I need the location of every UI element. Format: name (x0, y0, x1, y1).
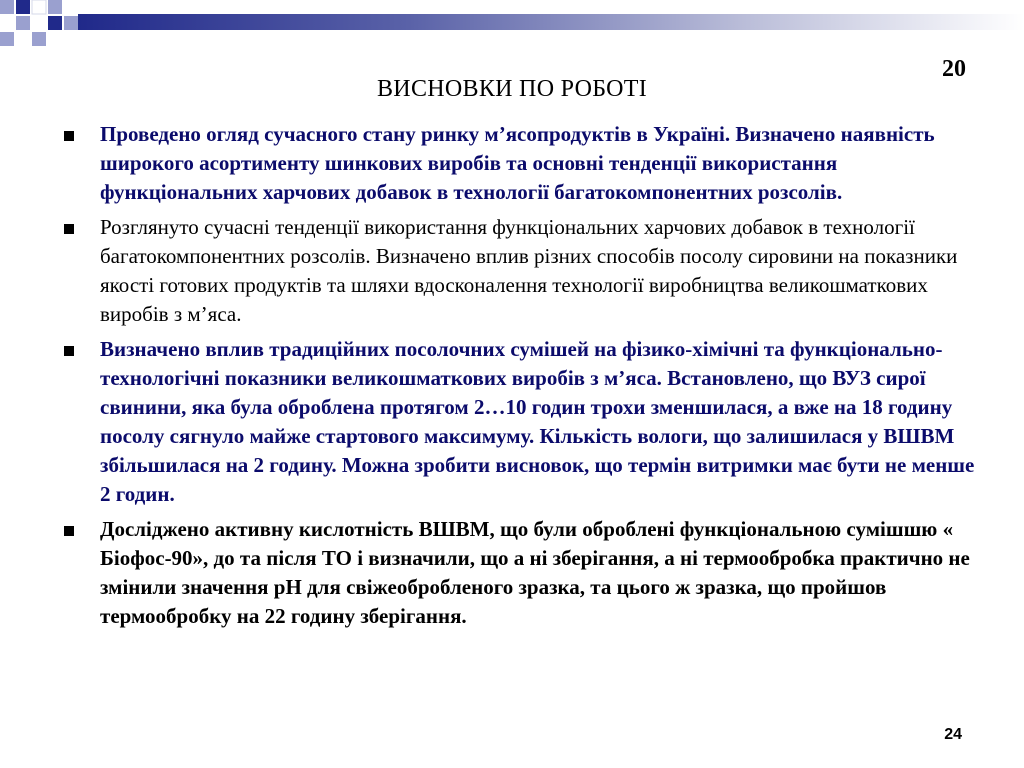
bullet-text: Розглянуто сучасні тенденції використання функціональних харчових добавок в технології багатокомпонентних розсолів. Визначено вплив різних способів посолу сировини на показники якості готових продуктів та шляхи вдосконалення технології виробництва великошматкових виробів з м’яса. (100, 215, 958, 326)
bullet-text: Досліджено активну кислотність ВШВМ, що були оброблені функціональною сумішшю « Біофос-90», до та після ТО і визначили, що а ні зберігання, а ні термообробка практично не змінили значення рН для свіжеобробленого зразка, та цього ж зразка, що пройшов термообробку на 22 годину зберігання. (100, 517, 970, 628)
square-bullet-icon (64, 526, 74, 536)
square-bullet-icon (64, 131, 74, 141)
square-bullet-icon (64, 224, 74, 234)
list-item (60, 120, 980, 207)
slide-title: ВИСНОВКИ ПО РОБОТІ (377, 76, 647, 102)
page-number: 24 (944, 726, 962, 743)
bullet-text: Визначено вплив традиційних посолочних сумішей на фізико-хімічні та функціонально-технологічні показники великошматкових виробів з м’яса. Встановлено, що ВУЗ сирої свинини, яка була оброблена протягом 2…10 годин трохи зменшилася, а вже на 18 годину посолу сягнуло майже стартового максимуму. Кількість вологи, що залишилася у ВШВМ збільшилася на 2 годину. Можна зробити висновок, що термін витримки має бути не менше 2 годин. (100, 337, 975, 506)
square-bullet-icon (64, 346, 74, 356)
slide-content (60, 120, 980, 637)
header-gradient-band (78, 14, 1024, 30)
conclusions-list (60, 120, 980, 631)
slide-number-top: 20 (942, 56, 966, 82)
bullet-text: Проведено огляд сучасного стану ринку м’ясопродуктів в Україні. Визначено наявність широкого асортименту шинкових виробів та основні тенденції використання функціональних харчових добавок в технології багатокомпонентних розсолів. (100, 122, 935, 204)
decorative-squares (0, 0, 80, 56)
list-item (60, 213, 980, 329)
list-item (60, 515, 980, 631)
list-item (60, 335, 980, 509)
